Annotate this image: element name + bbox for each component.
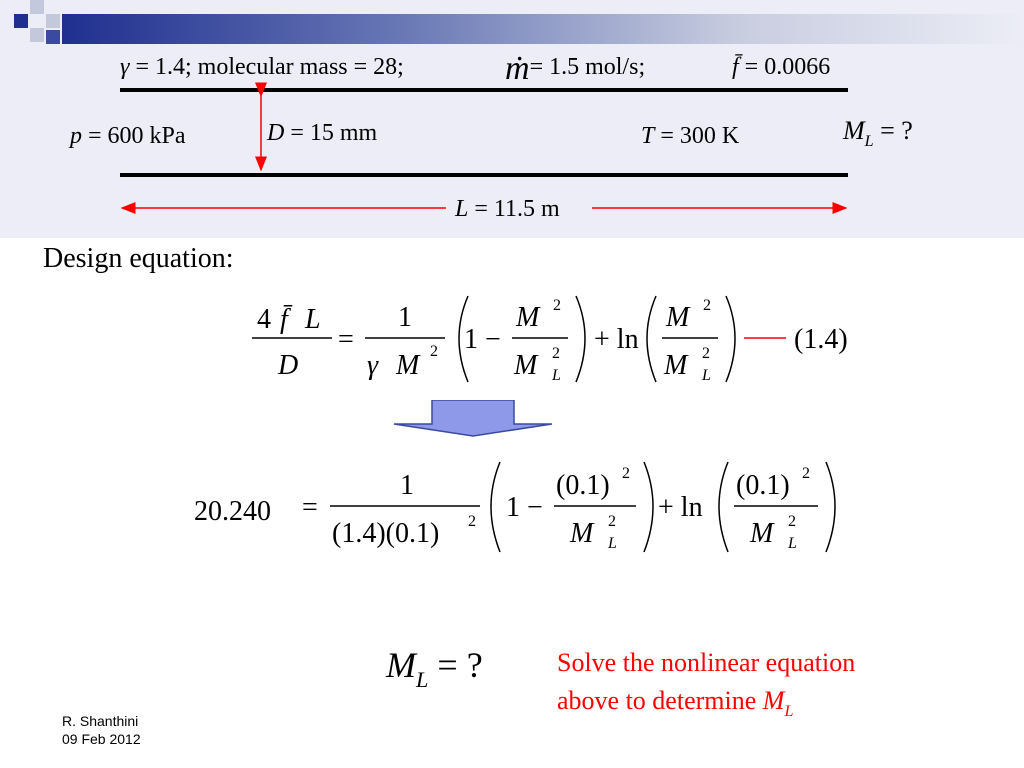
eq2-denominator: (1.4)(0.1) (332, 518, 440, 549)
eq1-gamma: γ (367, 350, 379, 381)
eq1-M-num-2: M (666, 302, 690, 333)
mdot-text: = 1.5 mol/s; (529, 54, 646, 80)
length-label (455, 196, 560, 223)
eq2-paren-close-2 (826, 462, 835, 552)
f-text: = 0.0066 (738, 54, 831, 80)
solve-note-line-2 (557, 682, 855, 724)
gamma-symbol: γ (120, 54, 130, 80)
eq1-M-num-square: 2 (553, 297, 561, 314)
temperature-symbol: T (641, 123, 655, 149)
footer-author: R. Shanthini (62, 713, 139, 729)
pressure-text: = 600 kPa (82, 123, 186, 149)
length-text: = 11.5 m (468, 196, 560, 222)
design-equation (250, 288, 870, 398)
eq1-four: 4 (257, 304, 271, 335)
eq1-one-minus: 1 − (464, 324, 501, 355)
solve-note-sub: L (784, 703, 794, 721)
eq2-one: 1 (400, 470, 414, 501)
eq1-f: f̄ (280, 304, 288, 335)
eq2-den-square: 2 (468, 513, 476, 530)
answer-M: M (386, 645, 416, 685)
eq2-ML-den-1: M (570, 518, 594, 549)
exit-mach-subscript: L (864, 133, 874, 151)
eq2-ML-den-2: M (750, 518, 774, 549)
pressure-label (70, 123, 186, 150)
eq1-M-square: 2 (430, 343, 438, 360)
diameter-symbol: D (267, 120, 285, 146)
eq2-plus-ln: + ln (658, 492, 703, 523)
solve-note-line-1: Solve the nonlinear equation (557, 648, 856, 677)
eq1-L: L (305, 304, 321, 335)
footer-date: 09 Feb 2012 (62, 731, 141, 747)
eq1-equals: = (338, 324, 354, 355)
exit-mach-symbol: M (843, 116, 865, 145)
length-symbol: L (455, 196, 469, 222)
eq1-number: (1.4) (794, 324, 848, 355)
temperature-text: = 300 K (654, 123, 740, 149)
eq1-ML-den-sub: L (552, 367, 561, 384)
answer-expression (386, 644, 483, 693)
eq2-ML-den-2-sub: L (788, 535, 797, 552)
answer-sub: L (416, 667, 429, 693)
diameter-label (267, 120, 377, 147)
eq1-M: M (396, 350, 420, 381)
eq1-M-num: M (516, 302, 540, 333)
eq2-paren-open-1 (491, 462, 500, 552)
eq2-num-1-square: 2 (622, 465, 630, 482)
eq1-M-num-2-square: 2 (703, 297, 711, 314)
eq1-ML-den: M (514, 350, 538, 381)
slide-footer (62, 712, 141, 748)
eq2-one-minus: 1 − (506, 492, 543, 523)
gamma-text: = 1.4; molecular mass = 28; (129, 54, 404, 80)
eq1-plus-ln: + ln (594, 324, 639, 355)
eq2-ML-den-1-square: 2 (608, 513, 616, 530)
exit-mach-label (843, 116, 913, 151)
eq1-paren-close-1 (576, 296, 585, 382)
solve-note-M: M (762, 686, 785, 715)
eq1-D: D (278, 350, 299, 381)
eq2-ML-den-1-sub: L (608, 535, 617, 552)
pressure-symbol: p (70, 123, 82, 149)
eq2-equals: = (302, 492, 318, 523)
solve-note (557, 644, 855, 724)
eq1-ML-den-2-sub: L (702, 367, 711, 384)
eq1-ML-den-square: 2 (552, 345, 560, 362)
eq2-ML-den-2-square: 2 (788, 513, 796, 530)
eq2-lhs: 20.240 (194, 496, 271, 527)
exit-mach-text: = ? (873, 116, 913, 145)
diameter-text: = 15 mm (284, 120, 378, 146)
numeric-equation (190, 456, 850, 566)
eq1-paren-close-2 (726, 296, 735, 382)
eq1-paren-open-2 (647, 296, 656, 382)
eq2-num-2-square: 2 (802, 465, 810, 482)
f-symbol: f̄ (732, 54, 739, 80)
eq2-num-2: (0.1) (736, 470, 790, 501)
design-equation-heading: Design equation: (43, 243, 234, 274)
eq1-ML-den-2: M (664, 350, 688, 381)
down-arrow-icon (390, 400, 560, 440)
mdot-symbol: ṁ (505, 50, 530, 87)
eq1-one: 1 (398, 302, 412, 333)
eq2-paren-open-2 (719, 462, 728, 552)
temperature-label (641, 123, 739, 150)
eq1-ML-den-2-square: 2 (702, 345, 710, 362)
eq2-paren-close-1 (644, 462, 653, 552)
solve-note-line-2-text: above to determine (557, 686, 763, 715)
answer-rest: = ? (428, 645, 483, 685)
eq2-num-1: (0.1) (556, 470, 610, 501)
